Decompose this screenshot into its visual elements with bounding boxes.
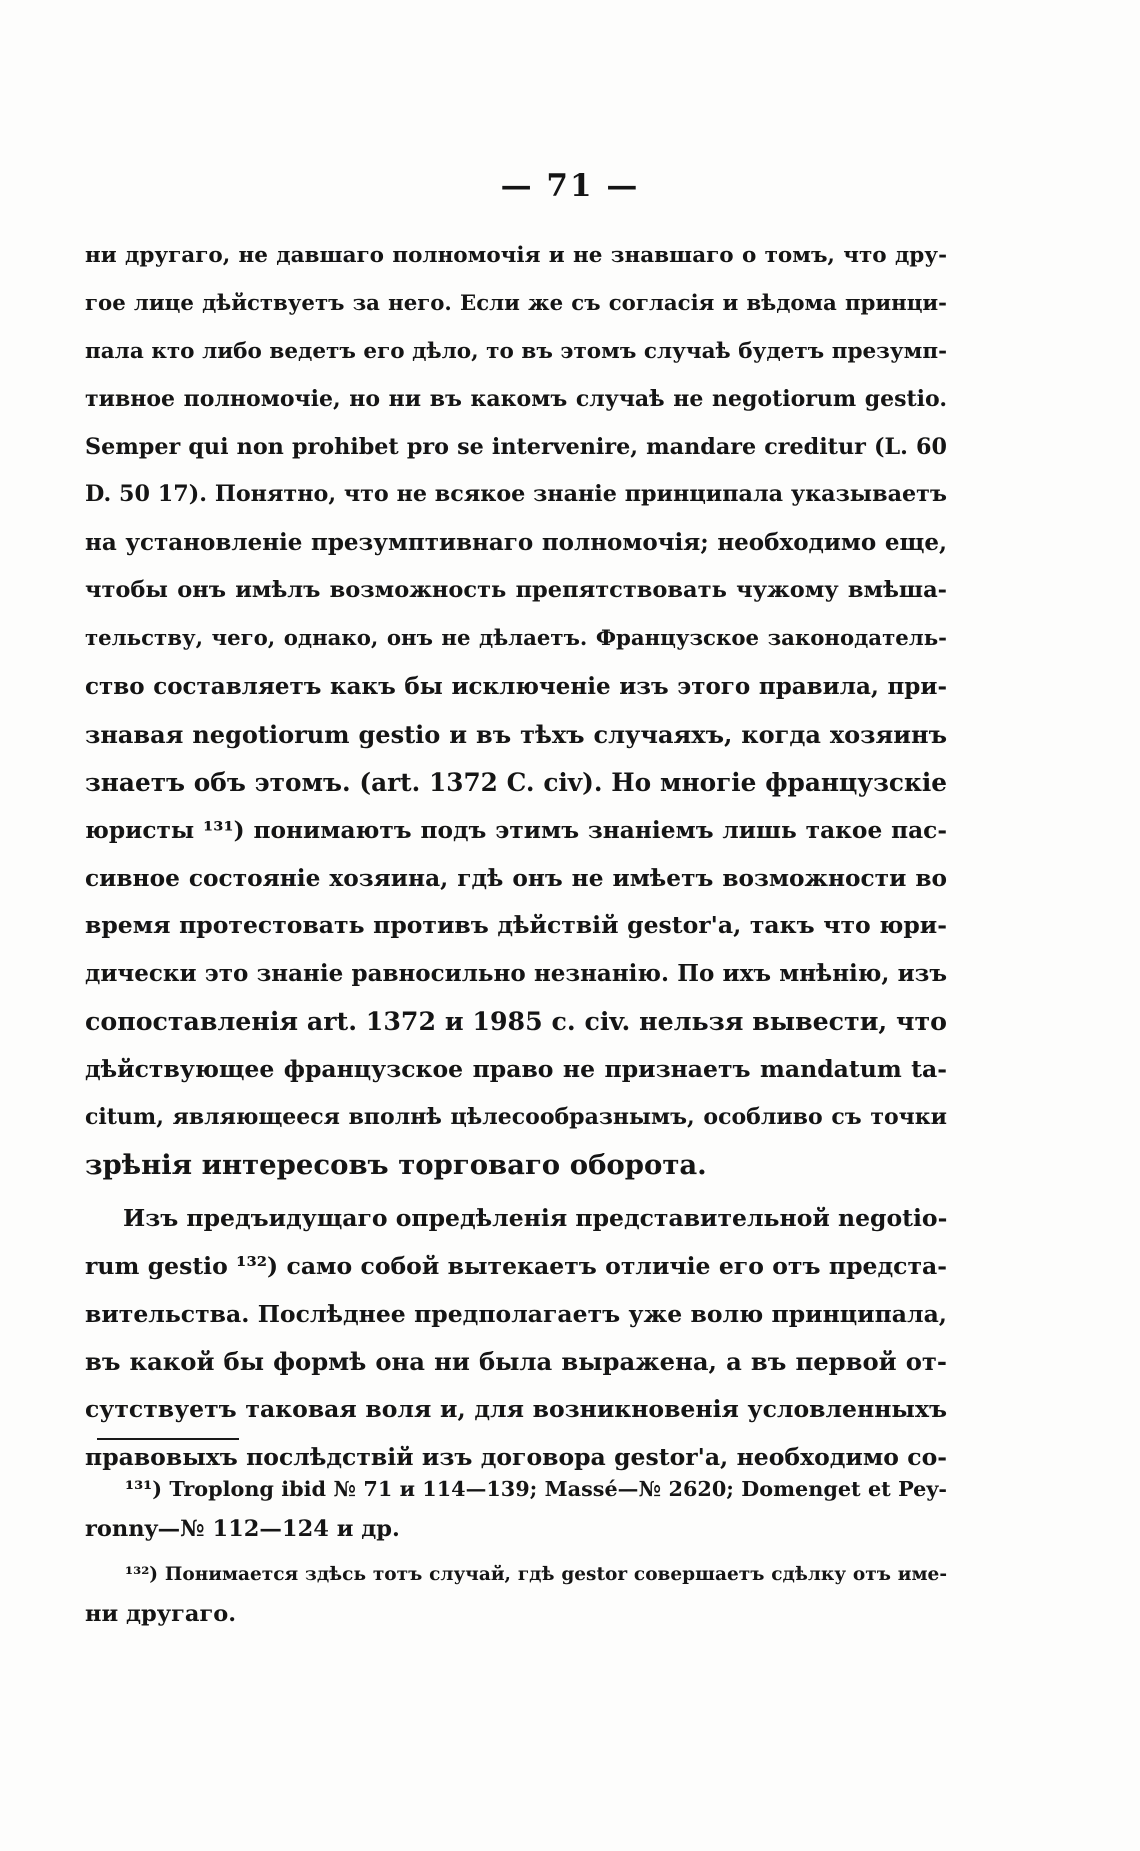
text-line: зрѣнія интересовъ торговаго оборота.	[85, 1148, 707, 1181]
text-line: время протестовать противъ дѣйствій gestor'а, такъ что юри-	[85, 911, 947, 940]
footnote-line: ¹³²) Понимается здѣсь тотъ случай, гдѣ gestor совершаетъ сдѣлку отъ име-	[125, 1564, 947, 1585]
footnote-line: ronny—№ 112—124 и др.	[85, 1515, 400, 1542]
text-line: ни другаго, не давшаго полномочія и не знавшаго о томъ, что дру-	[85, 243, 947, 268]
text-line: сивное состояніе хозяина, гдѣ онъ не имѣетъ возможности во	[85, 864, 947, 892]
text-line: знавая negotiorum gestio и въ тѣхъ случаяхъ, когда хозяинъ	[85, 719, 947, 749]
text-line: правовыхъ послѣдствій изъ договора gestor'а, необходимо со-	[85, 1443, 947, 1472]
text-line: ство составляетъ какъ бы исключеніе изъ этого правила, при-	[85, 673, 947, 701]
footnote-131	[85, 1470, 947, 1549]
text-line: citum, являющееся вполнѣ цѣлесообразнымъ, особливо съ точки	[85, 1104, 947, 1131]
text-line: пала кто либо ведетъ его дѣло, то въ этомъ случаѣ будетъ презумп-	[85, 338, 947, 364]
text-line: на установленіе презумптивнаго полномочія; необходимо еще,	[85, 529, 947, 557]
text-line: D. 50 17). Понятно, что не всякое знаніе принципала указываетъ	[85, 481, 947, 508]
text-line: дически это знаніе равносильно незнанію. По ихъ мнѣнію, изъ	[85, 960, 947, 988]
text-line: Semper qui non prohibet pro se intervenire, mandare creditur (L. 60	[85, 433, 947, 460]
text-line: тельству, чего, однако, онъ не дѣлаетъ. Французское законодатель-	[85, 626, 947, 652]
body-text	[85, 232, 947, 1482]
footnote-132	[85, 1555, 947, 1634]
footnote-line: ¹³¹) Troplong ibid № 71 и 114—139; Massé—№ 2620; Domenget et Pey-	[125, 1477, 947, 1501]
text-line: знаетъ объ этомъ. (art. 1372 C. civ). Но многіе французскіе	[85, 767, 947, 797]
text-line: чтобы онъ имѣлъ возможность препятствовать чужому вмѣша-	[85, 577, 947, 604]
text-line: вительства. Послѣднее предполагаетъ уже волю принципала,	[85, 1299, 947, 1328]
page-number: — 71 —	[500, 168, 640, 204]
paragraph-1	[85, 232, 947, 1190]
footnote-line: ни другаго.	[85, 1600, 237, 1627]
text-line: сутствуетъ таковая воля и, для возникновенія условленныхъ	[85, 1395, 947, 1424]
footnotes	[85, 1470, 947, 1634]
text-line: въ какой бы формѣ она ни была выражена, а въ первой от-	[85, 1347, 947, 1377]
text-line: тивное полномочіе, но ни въ какомъ случаѣ не negotiorum gestio.	[85, 385, 947, 412]
text-line: сопоставленія art. 1372 и 1985 c. civ. нельзя вывести, что	[85, 1006, 947, 1037]
text-line: Изъ предъидущаго опредѣленія представительной negotio-	[123, 1203, 948, 1232]
footnote-divider	[97, 1438, 239, 1440]
text-line: гое лице дѣйствуетъ за него. Если же съ согласія и вѣдома принци-	[85, 290, 947, 316]
text-line: rum gestio ¹³²) само собой вытекаетъ отличіе его отъ предста-	[85, 1251, 947, 1280]
text-line: дѣйствующее французское право не признаетъ mandatum ta-	[85, 1055, 947, 1084]
text-line: юристы ¹³¹) понимаютъ подъ этимъ знаніемъ лишь такое пас-	[85, 816, 947, 844]
